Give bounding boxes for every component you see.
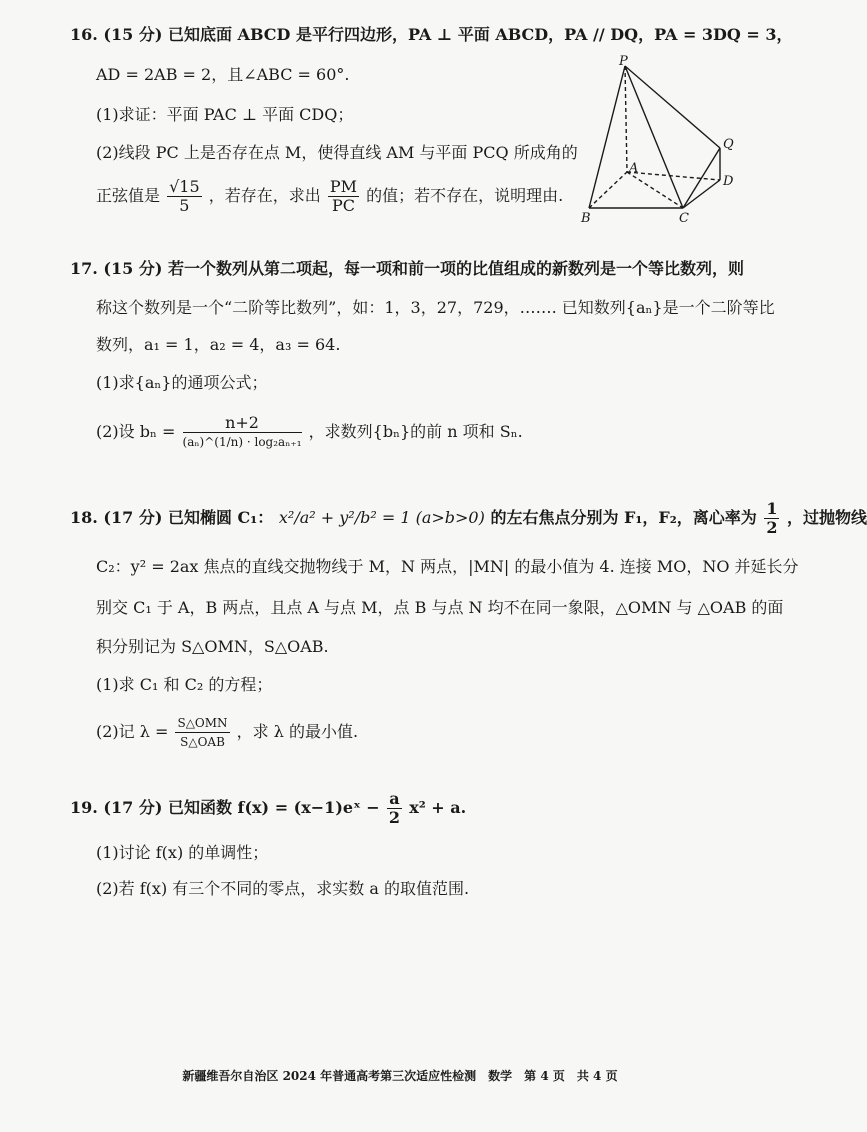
p18-line3: 别交 C₁ 于 A，B 两点，且点 A 与点 M，点 B 与点 N 均不在同一象限，△OMN 与 △OAB 的面 <box>96 598 784 617</box>
p18-text-1-pre: 已知椭圆 C₁： <box>167 508 274 527</box>
p16-q2b-post: 的值；若不存在，说明理由. <box>366 186 564 205</box>
p16-frac2-den: PC <box>331 196 355 215</box>
p18-question-1: (1)求 C₁ 和 C₂ 的方程； <box>96 675 273 694</box>
p17-question-1: (1)求{aₙ}的通项公式； <box>96 373 268 392</box>
p18-line4: 积分别记为 S△OMN，S△OAB. <box>96 637 329 656</box>
p19-text-1-pre: 已知函数 f(x) = (x−1)eˣ − <box>167 798 380 817</box>
p16-line2: AD = 2AB = 2，且∠ABC = 60°. <box>96 65 350 84</box>
p16-sqrt15-fraction <box>167 178 202 215</box>
p19-text-1-post: x² + a. <box>409 798 467 817</box>
fig-label-c: C <box>679 211 689 226</box>
p17-line3: 数列，a₁ = 1，a₂ = 4，a₃ = 64. <box>96 335 341 354</box>
p19-question-1: (1)讨论 f(x) 的单调性； <box>96 843 269 862</box>
p16-question-2b <box>96 178 563 215</box>
p19-a-half-fraction <box>387 790 401 827</box>
p18-number: 18. <box>70 508 98 527</box>
p18-frac-den: S△OAB <box>180 735 225 749</box>
p18-text-1-mid: 的左右焦点分别为 F₁，F₂，离心率为 <box>490 508 757 527</box>
p18-ellipse-equation: x²/a² + y²/b² = 1 (a>b>0) <box>278 508 485 527</box>
p17-frac-num: n+2 <box>183 414 302 433</box>
p16-points: (15 分) <box>103 25 163 44</box>
p17-frac-den: (aₙ)^(1/n) · log₂aₙ₊₁ <box>182 435 302 449</box>
p16-question-1: (1)求证：平面 PAC ⊥ 平面 CDQ； <box>96 105 354 124</box>
p16-geometry-figure <box>575 54 745 226</box>
p17-text-1: 若一个数列从第二项起，每一项和前一项的比值组成的新数列是一个等比数列，则 <box>167 259 744 278</box>
p18-question-2 <box>96 714 358 751</box>
p19-line1 <box>70 790 466 827</box>
fig-label-q: Q <box>723 137 734 152</box>
p19-points: (17 分) <box>103 798 163 817</box>
p17-q2-pre: (2)设 bₙ = <box>96 422 176 441</box>
p18-frac-num: S△OMN <box>175 714 229 733</box>
p18-frac-num: 1 <box>766 499 778 518</box>
p18-frac-den: 2 <box>766 518 778 537</box>
p16-frac-num: √15 <box>169 177 200 196</box>
p17-question-2 <box>96 414 523 451</box>
p18-eccentricity-fraction <box>764 500 779 537</box>
p16-text-1: 已知底面 ABCD 是平行四边形，PA ⊥ 平面 ABCD，PA // DQ，PA = 3DQ = 3， <box>167 25 793 44</box>
p18-line2: C₂：y² = 2ax 焦点的直线交抛物线于 M，N 两点，|MN| 的最小值为 4. 连接 MO，NO 并延长分 <box>96 557 799 576</box>
fig-label-a: A <box>629 161 639 176</box>
p18-q2-pre: (2)记 λ = <box>96 722 169 741</box>
p17-bn-fraction <box>183 414 302 451</box>
p17-number: 17. <box>70 259 98 278</box>
p19-frac-num: a <box>389 789 400 808</box>
p19-number: 19. <box>70 798 98 817</box>
p18-q2-post: ，求 λ 的最小值. <box>236 722 359 741</box>
p16-number: 16. <box>70 25 98 44</box>
p17-line1 <box>70 258 744 280</box>
p19-frac-den: 2 <box>388 808 400 827</box>
p17-line2: 称这个数列是一个“二阶等比数列”，如：1，3，27，729，……. 已知数列{aₙ}是一个二阶等比 <box>96 298 775 317</box>
p18-text-1-post: ，过抛物线 <box>787 508 867 527</box>
p16-pm-pc-fraction <box>328 178 359 215</box>
p17-q2-post: ，求数列{bₙ}的前 n 项和 Sₙ. <box>308 422 523 441</box>
p19-question-2: (2)若 f(x) 有三个不同的零点，求实数 a 的取值范围. <box>96 879 470 898</box>
p16-q2b-pre: 正弦值是 <box>96 186 161 205</box>
fig-label-p: P <box>619 54 628 69</box>
p18-points: (17 分) <box>103 508 163 527</box>
p16-question-2a: (2)线段 PC 上是否存在点 M，使得直线 AM 与平面 PCQ 所成角的 <box>96 143 578 162</box>
p16-frac2-num: PM <box>329 177 358 196</box>
p16-frac-den: 5 <box>179 196 190 215</box>
p18-line1 <box>70 500 867 537</box>
fig-label-d: D <box>723 174 734 189</box>
fig-label-b: B <box>581 211 591 226</box>
p16-line1 <box>70 24 793 46</box>
page-footer: 新疆维吾尔自治区 2024 年普通高考第三次适应性检测 数学 第 4 页 共 4 页 <box>182 1069 618 1083</box>
p17-points: (15 分) <box>103 259 163 278</box>
p18-lambda-fraction <box>175 714 229 751</box>
p16-q2b-mid: ，若存在，求出 <box>208 186 321 205</box>
